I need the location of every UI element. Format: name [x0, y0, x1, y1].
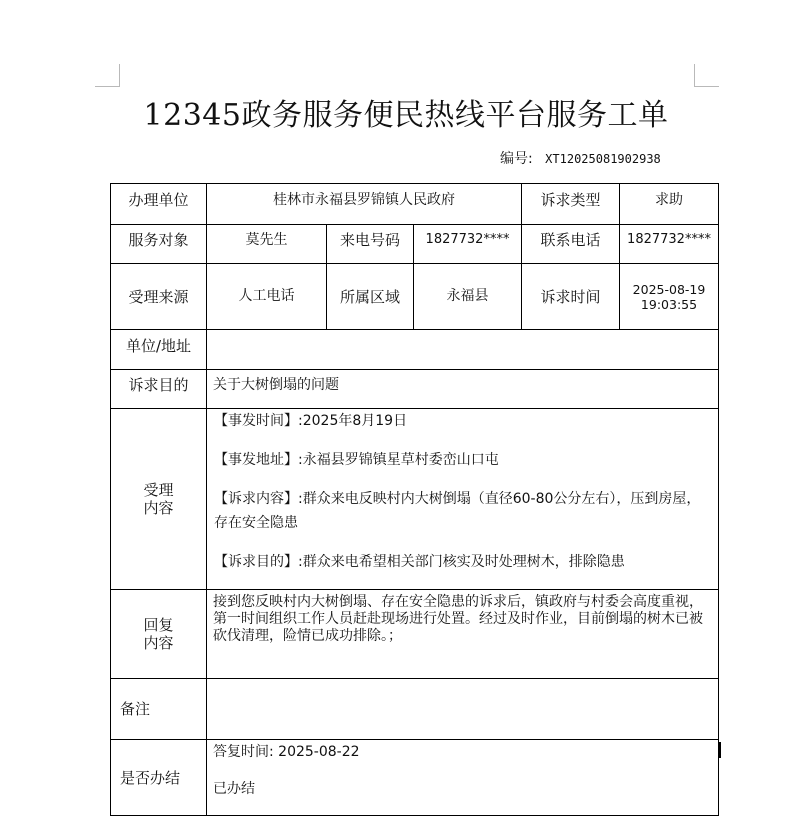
request-time-label: 诉求时间 — [522, 264, 620, 330]
row-completion — [111, 740, 719, 816]
handling-unit-value: 桂林市永福县罗锦镇人民政府 — [207, 184, 522, 225]
handling-unit-label: 办理单位 — [111, 184, 207, 225]
request-type-value: 求助 — [620, 184, 719, 225]
caller-number-label: 来电号码 — [327, 225, 414, 264]
request-date: 2025-08-19 — [632, 281, 706, 297]
service-target-value: 莫先生 — [207, 225, 327, 264]
unit-address-value — [207, 330, 719, 370]
request-clock: 19:03:55 — [640, 296, 698, 312]
serial-label: 编号: — [500, 151, 533, 167]
contact-phone-label: 联系电话 — [522, 225, 620, 264]
request-purpose-label: 诉求目的 — [111, 370, 207, 409]
document-title: 12345政务服务便民热线平台服务工单 — [143, 98, 669, 133]
completion-status: 已办结 — [213, 781, 255, 797]
row-service-target — [111, 225, 719, 264]
serial-value: XT12025081902938 — [545, 152, 661, 166]
region-label: 所属区域 — [327, 264, 414, 330]
page-corner-mark-left — [95, 64, 120, 87]
reply-time-line: 答复时间: 2025-08-22 — [213, 744, 360, 760]
contact-phone-value: 1827732**** — [620, 225, 719, 264]
source-value: 人工电话 — [207, 264, 327, 330]
page-corner-mark-right — [694, 64, 719, 87]
right-edge-marker — [718, 742, 721, 758]
serial-number — [500, 148, 661, 168]
row-reply-content — [111, 590, 719, 679]
source-label: 受理来源 — [111, 264, 207, 330]
row-handling-unit — [111, 184, 719, 225]
row-remarks — [111, 679, 719, 740]
row-unit-address — [111, 330, 719, 370]
row-request-purpose — [111, 370, 719, 409]
remarks-label: 备注 — [111, 679, 207, 740]
remarks-value — [207, 679, 719, 740]
acceptance-content-value — [207, 409, 719, 590]
request-purpose-value: 关于大树倒塌的问题 — [207, 370, 719, 409]
service-target-label: 服务对象 — [111, 225, 207, 264]
acceptance-item: 【诉求目的】:群众来电希望相关部门核实及时处理树木，排除隐患 — [214, 554, 625, 570]
acceptance-item: 【事发地址】:永福县罗锦镇星草村委峦山口屯 — [214, 452, 499, 468]
caller-number-value: 1827732**** — [414, 225, 522, 264]
unit-address-label: 单位/地址 — [111, 330, 207, 370]
request-type-label: 诉求类型 — [522, 184, 620, 225]
completion-value — [207, 740, 719, 816]
region-value: 永福县 — [414, 264, 522, 330]
acceptance-item: 【诉求内容】:群众来电反映村内大树倒塌（直径60-80公分左右），压到房屋，存在安全隐患 — [214, 491, 701, 531]
acceptance-content-label: 受理 内容 — [111, 409, 207, 590]
work-order-table — [110, 183, 719, 816]
completion-label: 是否办结 — [111, 740, 207, 816]
row-acceptance-content — [111, 409, 719, 590]
row-source-region-time — [111, 264, 719, 330]
request-time-value — [620, 264, 719, 330]
acceptance-item: 【事发时间】:2025年8月19日 — [214, 413, 408, 429]
reply-content-value: 接到您反映村内大树倒塌、存在安全隐患的诉求后，镇政府与村委会高度重视，第一时间组织工作人员赶赴现场进行处置。经过及时作业，目前倒塌的树木已被砍伐清理，险情已成功排除。； — [207, 590, 719, 679]
reply-content-label: 回复 内容 — [111, 590, 207, 679]
